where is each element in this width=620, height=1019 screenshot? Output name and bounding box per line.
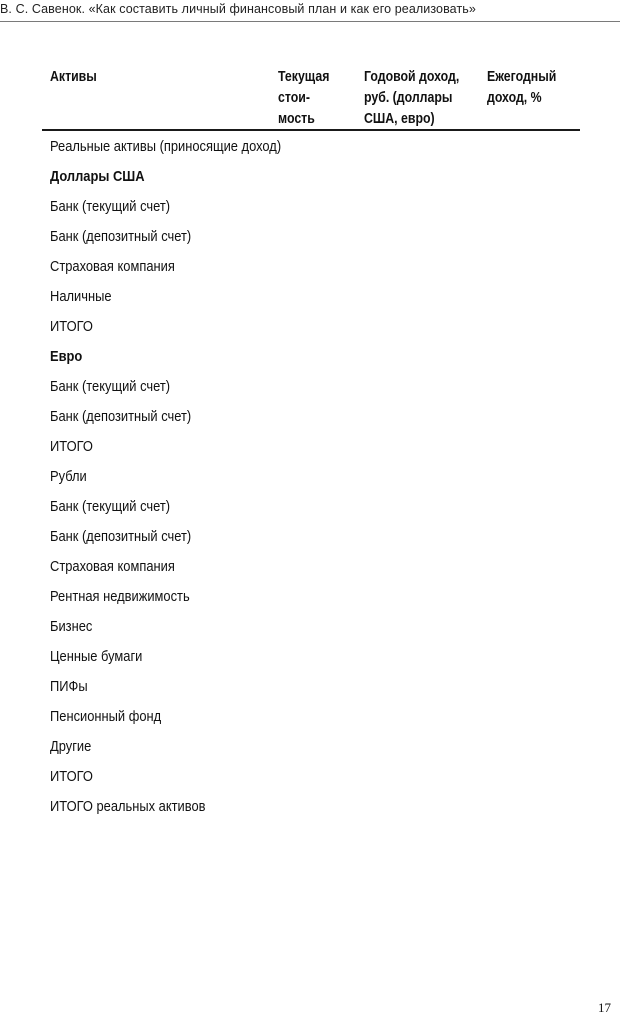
table-row: Банк (текущий счет) [50, 198, 171, 215]
table-row: Рубли [50, 468, 87, 485]
running-head-rule [0, 21, 620, 22]
table-row: Ценные бумаги [50, 648, 143, 665]
table-row: Страховая компания [50, 558, 175, 575]
table-row: Рентная недвижимость [50, 588, 190, 605]
table-section-heading: Евро [50, 348, 83, 365]
page-number: 17 [598, 1000, 611, 1015]
table-row: ПИФы [50, 678, 88, 695]
column-header-current-value: Текущая стои- мость [278, 69, 330, 127]
table-row: Страховая компания [50, 258, 175, 275]
table-row: Банк (депозитный счет) [50, 228, 192, 245]
table-row: ИТОГО реальных активов [50, 798, 206, 815]
table-header-rule [42, 129, 580, 131]
table-row: Бизнес [50, 618, 93, 635]
table-row: Банк (текущий счет) [50, 378, 171, 395]
table-row: ИТОГО [50, 438, 93, 455]
column-header-assets: Активы [50, 69, 97, 85]
column-header-annual-income: Годовой доход, руб. (доллары США, евро) [364, 69, 460, 127]
table-row: Наличные [50, 288, 112, 305]
table-row: Банк (депозитный счет) [50, 408, 192, 425]
table-row: Реальные активы (приносящие доход) [50, 138, 282, 155]
table-section-heading: Доллары США [50, 168, 145, 185]
table-row: Другие [50, 738, 92, 755]
column-header-annual-yield: Ежегодный доход, % [487, 69, 557, 106]
table-row: Банк (депозитный счет) [50, 528, 192, 545]
table-row: Банк (текущий счет) [50, 498, 171, 515]
table-header [42, 64, 580, 130]
table-row: ИТОГО [50, 318, 93, 335]
table-body [50, 132, 570, 822]
table-row: Пенсионный фонд [50, 708, 162, 725]
running-head: В. С. Савенок. «Как составить личный финансовый план и как его реализовать» [0, 2, 476, 16]
table-row: ИТОГО [50, 768, 93, 785]
